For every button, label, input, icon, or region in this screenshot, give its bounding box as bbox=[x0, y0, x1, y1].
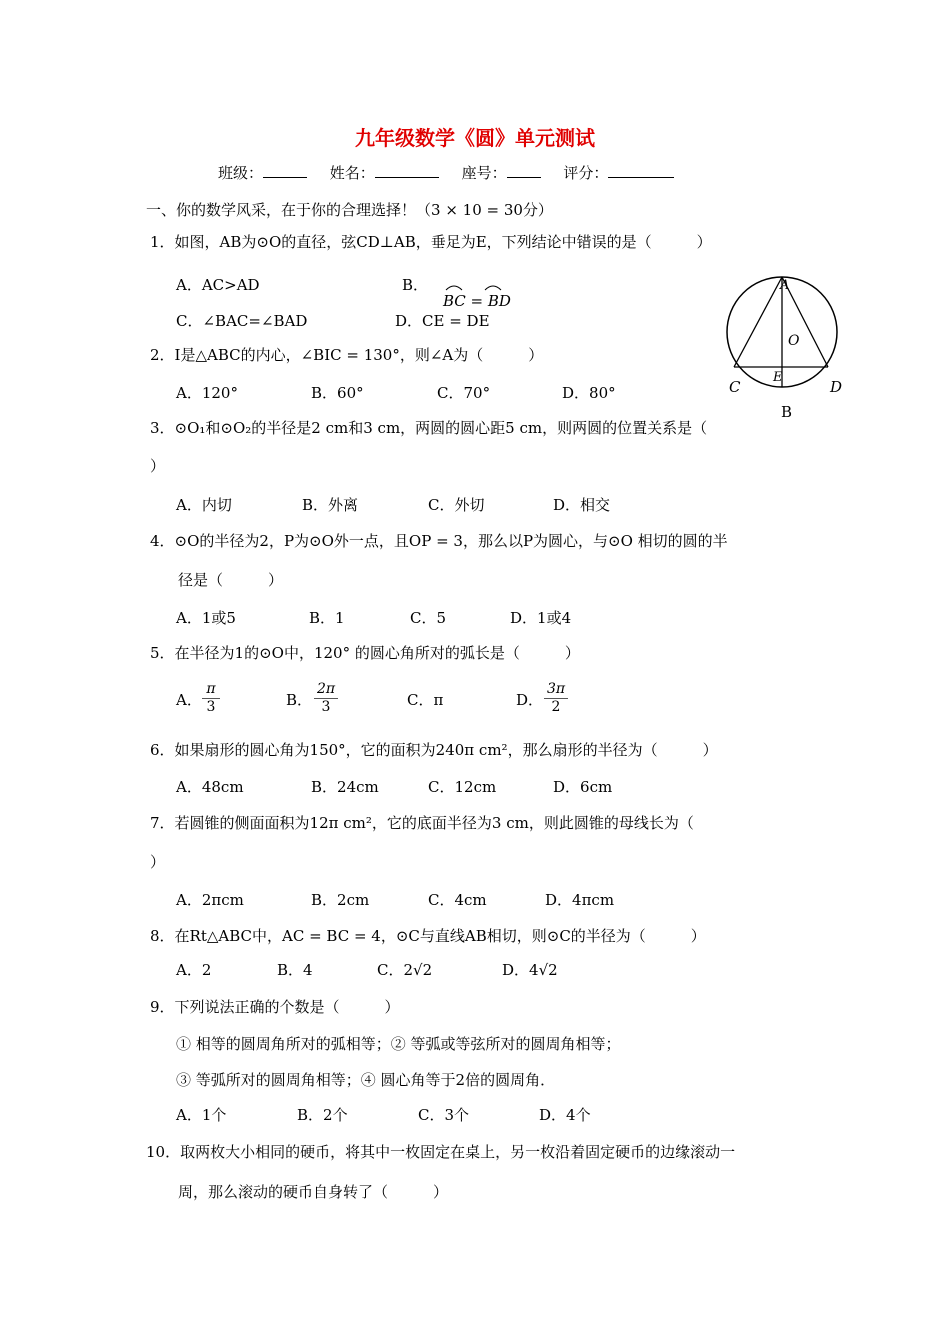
class-label: 班级： bbox=[218, 164, 264, 182]
question-9-statement-1: ① 相等的圆周角所对的弧相等；② 等弧或等弦所对的圆周角相等； bbox=[176, 1035, 621, 1053]
q5-option-c: C．π bbox=[407, 691, 444, 709]
name-blank bbox=[375, 163, 439, 178]
question-6-stem: 6．如果扇形的圆心角为150°，它的面积为240π cm²，那么扇形的半径为（ ） bbox=[150, 741, 718, 759]
q6-option-c: C．12cm bbox=[428, 778, 497, 796]
question-10-stem-cont: 周，那么滚动的硬币自身转了（ ） bbox=[178, 1183, 449, 1201]
question-4-stem-cont: 径是（ ） bbox=[178, 571, 284, 589]
q5-option-d-label: D． bbox=[516, 691, 544, 709]
q7-option-d: D．4πcm bbox=[545, 891, 615, 909]
q8-option-c: C．2√2 bbox=[377, 961, 433, 979]
q1-option-a: A．AC>AD bbox=[176, 276, 260, 294]
q5-d-numerator: 3π bbox=[546, 681, 566, 697]
q5-option-b-label: B． bbox=[286, 691, 313, 709]
q5-option-b-fraction bbox=[314, 681, 338, 716]
section-heading: 一、你的数学风采，在于你的合理选择！（3 × 10 = 30分） bbox=[146, 201, 553, 219]
score-label: 评分： bbox=[563, 164, 609, 182]
circle-figure bbox=[720, 270, 850, 425]
q5-a-numerator: π bbox=[206, 681, 216, 697]
question-4-stem: 4．⊙O的半径为2，P为⊙O外一点，且OP = 3，那么以P为圆心，与⊙O 相切的圆的半 bbox=[150, 532, 728, 550]
label-b: B bbox=[781, 403, 793, 421]
q4-option-d: D．1或4 bbox=[510, 609, 572, 627]
q7-option-b: B．2cm bbox=[311, 891, 370, 909]
seat-blank bbox=[507, 163, 541, 178]
label-e: E bbox=[773, 370, 783, 385]
q5-d-denominator: 2 bbox=[544, 698, 568, 716]
q5-a-denominator: 3 bbox=[202, 698, 220, 716]
label-a: A bbox=[780, 278, 790, 293]
q8-option-b: B．4 bbox=[277, 961, 313, 979]
question-3-stem-cont: ） bbox=[150, 457, 166, 475]
class-blank bbox=[263, 163, 307, 178]
q5-option-d-fraction bbox=[544, 681, 568, 716]
q1-option-b-formula: BC = BD bbox=[443, 292, 511, 310]
q1-option-c: C．∠BAC=∠BAD bbox=[176, 312, 308, 330]
q1-option-b-label: B． bbox=[402, 276, 429, 294]
q6-option-d: D．6cm bbox=[553, 778, 613, 796]
question-7-stem-cont: ） bbox=[150, 853, 166, 871]
question-7-stem: 7．若圆锥的侧面面积为12π cm²，它的底面半径为3 cm，则此圆锥的母线长为（ bbox=[150, 814, 694, 832]
q2-option-d: D．80° bbox=[562, 384, 616, 402]
q7-option-a: A．2πcm bbox=[176, 891, 244, 909]
score-blank bbox=[608, 163, 674, 178]
q3-option-b: B．外离 bbox=[302, 496, 359, 514]
q3-option-c: C．外切 bbox=[428, 496, 485, 514]
name-label: 姓名： bbox=[329, 164, 375, 182]
chord-ac bbox=[734, 277, 782, 367]
question-8-stem: 8．在Rt△ABC中，AC = BC = 4，⊙C与直线AB相切，则⊙C的半径为（ ） bbox=[150, 927, 706, 945]
q9-option-a: A．1个 bbox=[176, 1106, 227, 1124]
label-c: C bbox=[729, 378, 741, 396]
label-d: D bbox=[830, 378, 843, 396]
q2-option-b: B．60° bbox=[311, 384, 364, 402]
q5-b-denominator: 3 bbox=[314, 698, 338, 716]
q3-option-d: D．相交 bbox=[553, 496, 611, 514]
student-info-row bbox=[218, 163, 692, 183]
q2-option-c: C．70° bbox=[437, 384, 491, 402]
q5-b-numerator: 2π bbox=[316, 681, 336, 697]
label-o: O bbox=[788, 333, 800, 349]
question-10-stem: 10．取两枚大小相同的硬币，将其中一枚固定在桌上，另一枚沿着固定硬币的边缘滚动一 bbox=[146, 1143, 736, 1161]
question-9-statement-2: ③ 等弧所对的圆周角相等；④ 圆心角等于2倍的圆周角． bbox=[176, 1071, 556, 1089]
page-title: 九年级数学《圆》单元测试 bbox=[355, 126, 595, 150]
q8-option-d: D．4√2 bbox=[502, 961, 558, 979]
q9-option-c: C．3个 bbox=[418, 1106, 470, 1124]
q6-option-a: A．48cm bbox=[176, 778, 244, 796]
q9-option-d: D．4个 bbox=[539, 1106, 591, 1124]
q2-option-a: A．120° bbox=[176, 384, 238, 402]
q8-option-a: A．2 bbox=[176, 961, 212, 979]
arc-symbols bbox=[443, 282, 508, 292]
q4-option-a: A．1或5 bbox=[176, 609, 236, 627]
q9-option-b: B．2个 bbox=[297, 1106, 348, 1124]
question-5-stem: 5．在半径为1的⊙O中，120° 的圆心角所对的弧长是（ ） bbox=[150, 644, 580, 662]
q4-option-b: B．1 bbox=[309, 609, 345, 627]
q3-option-a: A．内切 bbox=[176, 496, 232, 514]
q7-option-c: C．4cm bbox=[428, 891, 487, 909]
q5-option-a-label: A． bbox=[176, 691, 202, 709]
question-9-stem: 9．下列说法正确的个数是（ ） bbox=[150, 998, 400, 1016]
q1-option-d: D．CE = DE bbox=[395, 312, 490, 330]
question-3-stem: 3．⊙O₁和⊙O₂的半径是2 cm和3 cm，两圆的圆心距5 cm，则两圆的位置关系是（ bbox=[150, 419, 708, 437]
seat-label: 座号： bbox=[461, 164, 507, 182]
q4-option-c: C．5 bbox=[410, 609, 447, 627]
q6-option-b: B．24cm bbox=[311, 778, 379, 796]
question-2-stem: 2．I是△ABC的内心，∠BIC = 130°，则∠A为（ ） bbox=[150, 346, 544, 364]
q5-option-a-fraction bbox=[202, 681, 220, 716]
question-1-stem: 1．如图，AB为⊙O的直径，弦CD⊥AB，垂足为E，下列结论中错误的是（ ） bbox=[150, 233, 712, 251]
